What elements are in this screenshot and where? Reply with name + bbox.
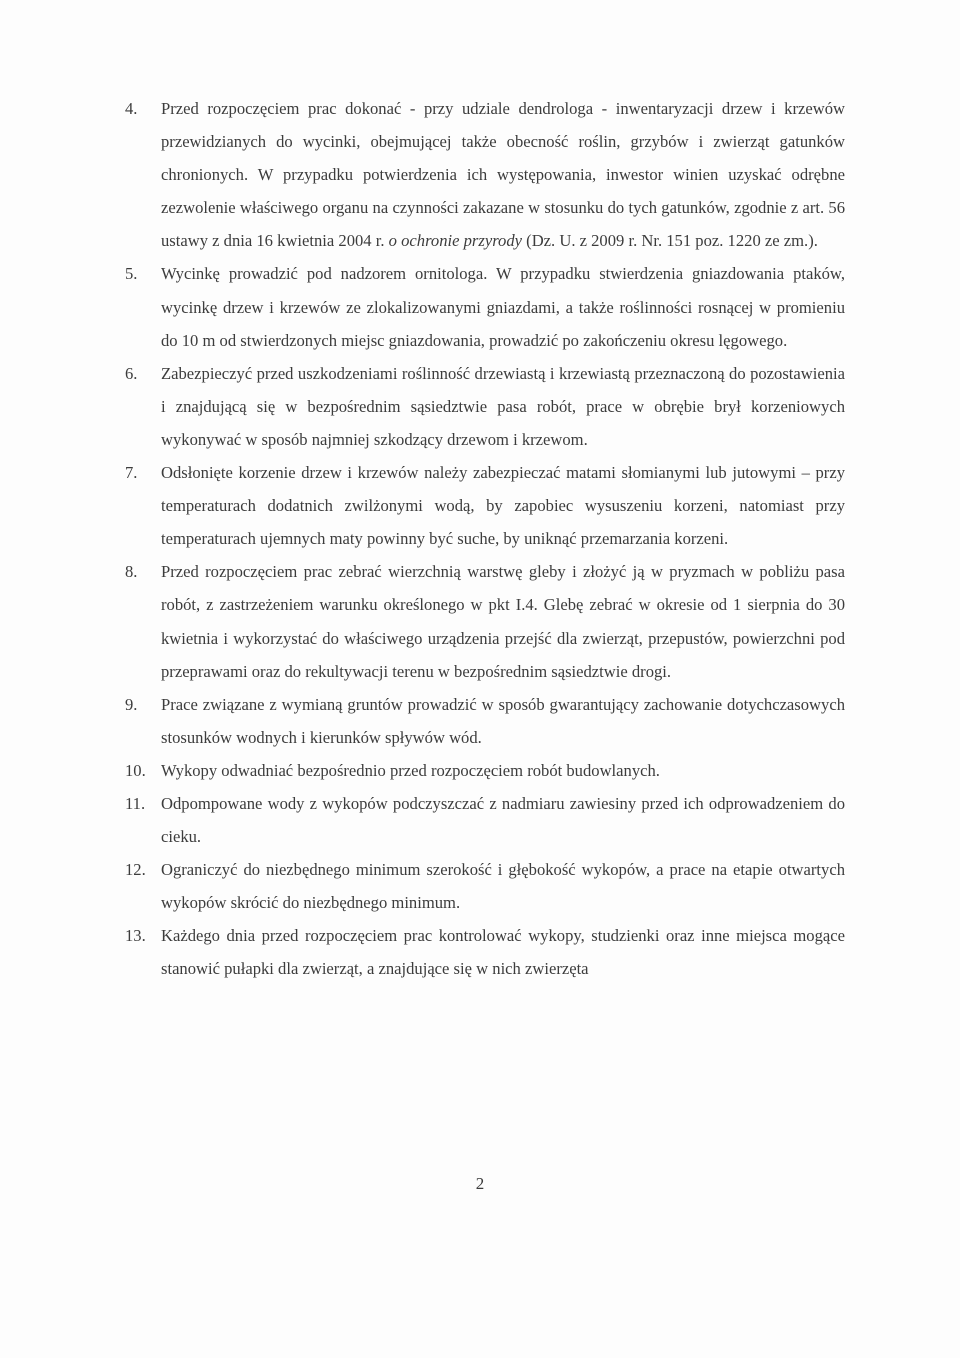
list-item [125, 688, 845, 754]
conditions-list [125, 92, 845, 986]
item-text: Każdego dnia przed rozpoczęciem prac kontrolować wykopy, studzienki oraz inne miejsca mogące stanowić pułapki dla zwierząt, a znajdujące się w nich zwierzęta [161, 926, 845, 979]
law-title-italic: o ochronie przyrody [388, 231, 523, 251]
list-item [125, 754, 845, 787]
item-text: Przed rozpoczęciem prac zebrać wierzchnią warstwę gleby i złożyć ją w pryzmach w pobliżu pasa robót, z zastrzeżeniem warunku określonego w pkt I.4. Glebę zebrać w okresie od 1 sierpnia do 30 kwietnia i wykorzystać do właściwego urządzenia przejść dla zwierząt, przepustów, powierzchni pod przeprawami oraz do rekultywacji terenu w bezpośrednim sąsiedztwie drogi. [161, 562, 845, 681]
item-text: Odpompowane wody z wykopów podczyszczać z nadmiaru zawiesiny przed ich odprowadzeniem do cieku. [161, 793, 845, 847]
item-text: Wykopy odwadniać bezpośrednio przed rozpoczęciem robót budowlanych. [161, 760, 660, 780]
item-number: 10. [125, 760, 146, 780]
item-number: 4. [125, 99, 138, 118]
item-number: 11. [125, 793, 146, 813]
item-number: 7. [125, 463, 138, 483]
item-number: 8. [125, 562, 138, 582]
list-item [125, 919, 845, 985]
list-item [125, 357, 845, 456]
item-number: 6. [125, 363, 138, 383]
item-number: 13. [125, 926, 146, 946]
list-item [125, 456, 845, 555]
page-number: 2 [475, 1174, 485, 1193]
item-text: Zabezpieczyć przed uszkodzeniami roślinność drzewiastą i krzewiastą przeznaczoną do pozostawienia i znajdującą się w bezpośrednim sąsiedztwie pasa robót, prace w obrębie brył korzeniowych wykonywać w sposób najmniej szkodzący drzewom i krzewom. [161, 363, 845, 449]
item-text: Prace związane z wymianą gruntów prowadzić w sposób gwarantujący zachowanie dotychczasowych stosunków wodnych i kierunków spływów wód. [161, 694, 845, 747]
item-number: 12. [125, 860, 146, 880]
list-item [125, 555, 845, 687]
item-text: Przed rozpoczęciem prac dokonać - przy udziale dendrologa - inwentaryzacji drzew i krzewów przewidzianych do wycinki, obejmującej także obecność roślin, grzybów i zwierząt gatunków chronionych. W przypadku potwierdzenia ich występowania, inwestor winien uzyskać odrębne zezwolenie właściwego organu na czynności zakazane w stosunku do tych gatunków, zgodnie z art. 56 ustawy z dnia 16 kwietnia 2004 r. o ochronie przyrody (Dz. U. z 2009 r. Nr. 151 poz. 1220 ze zm.). [161, 99, 845, 251]
item-number: 5. [125, 264, 138, 284]
item-text: Ograniczyć do niezbędnego minimum szerokość i głębokość wykopów, a prace na etapie otwartych wykopów skrócić do niezbędnego minimum. [161, 860, 845, 913]
item-text: Odsłonięte korzenie drzew i krzewów należy zabezpieczać matami słomianymi lub jutowymi – przy temperaturach dodatnich zwilżonymi wodą, by zapobiec wysuszeniu korzeni, natomiast przy temperaturach ujemnych maty powinny być suche, by uniknąć przemarzania korzeni. [161, 463, 845, 549]
list-item [125, 787, 845, 853]
item-number: 9. [125, 694, 138, 714]
item-text: Wycinkę prowadzić pod nadzorem ornitologa. W przypadku stwierdzenia gniazdowania ptaków, wycinkę drzew i krzewów ze zlokalizowanymi gniazdami, a także roślinności rosnącej w promieniu do 10 m od stwierdzonych miejsc gniazdowania, prowadzić po zakończeniu okresu lęgowego. [161, 264, 845, 350]
list-item [125, 853, 845, 919]
list-item [125, 257, 845, 356]
list-item [125, 92, 845, 257]
